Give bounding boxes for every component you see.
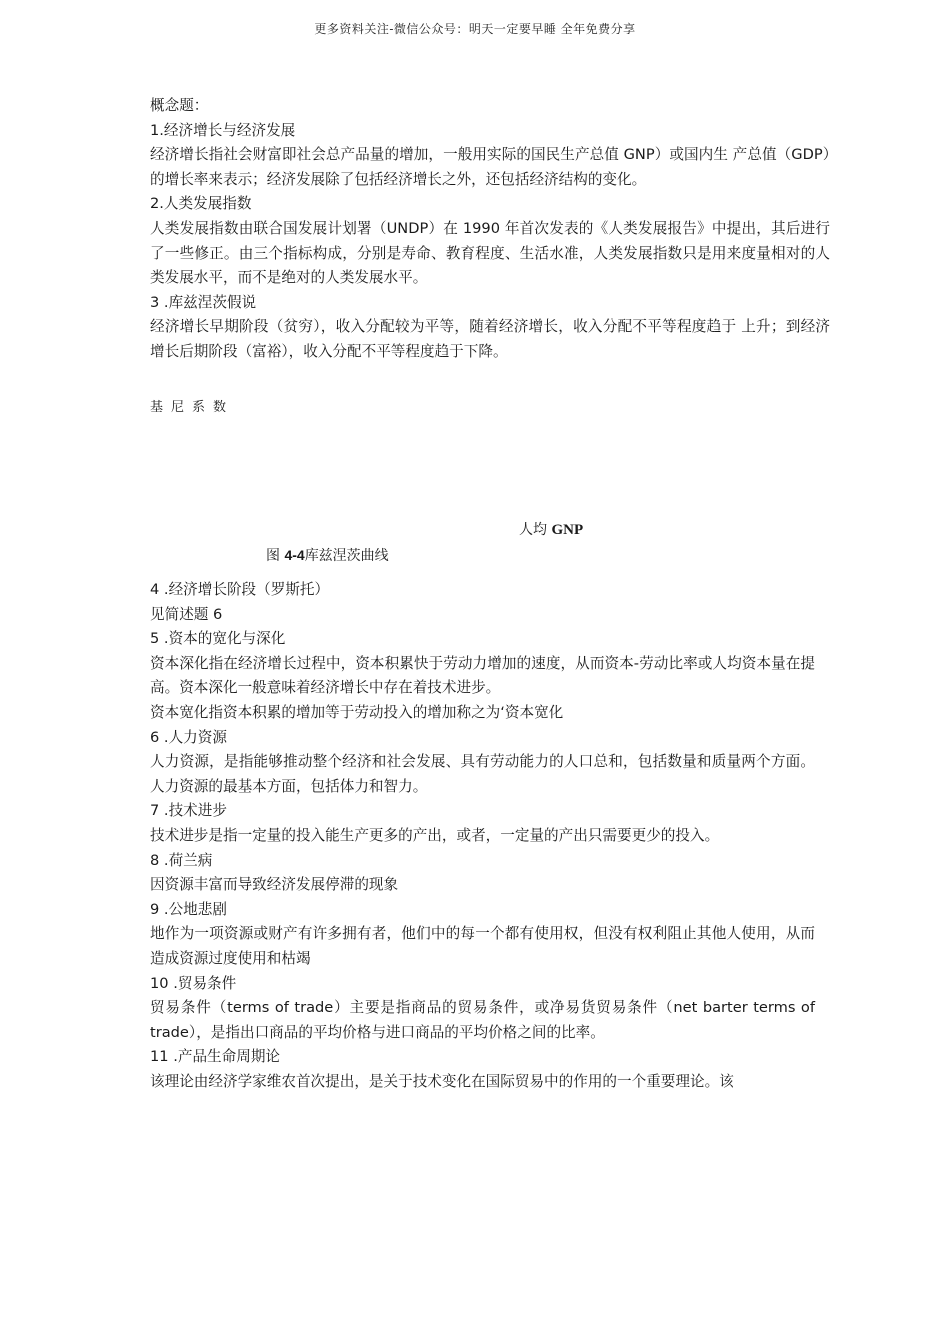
- section-title: 概念题：: [150, 97, 209, 114]
- term-heading: 10 .贸易条件: [150, 974, 237, 992]
- figure-caption-prefix: 图: [266, 548, 280, 564]
- term-body: 地作为一项资源或财产有许多拥有者，他们中的每一个都有使用权，但没有权利阻止其他人使用，从而造成资源过度使用和枯竭: [150, 925, 815, 967]
- figure-caption-number: 4-4: [284, 547, 305, 563]
- term-body: 经济增长指社会财富即社会总产品量的增加，一般用实际的国民生产总值 GNP）或国内生 产总值（GDP）的增长率来表示；经济发展除了包括经济增长之外，还包括经济结构的变化。: [150, 146, 830, 188]
- term-heading: 8 .荷兰病: [150, 851, 213, 869]
- term-heading: 9 .公地悲剧: [150, 900, 227, 918]
- term-heading: 5 .资本的宽化与深化: [150, 630, 286, 648]
- figure-x-label-prefix: 人均: [519, 522, 547, 538]
- term-heading: 1.经济增长与经济发展: [150, 121, 296, 139]
- term-heading: 4 .经济增长阶段（罗斯托）: [150, 581, 330, 598]
- term-heading: 3 .库兹涅茨假说: [150, 293, 257, 311]
- term-body: 资本深化指在经济增长过程中，资本积累快于劳动力增加的速度，从而资本-劳动比率或人均资本量在提高。资本深化一般意味着经济增长中存在着技术进步。: [150, 654, 815, 697]
- figure-y-label: 基尼系数: [150, 400, 235, 415]
- term-body: 因资源丰富而导致经济发展停滞的现象: [150, 876, 399, 894]
- figure-caption-text: 库兹涅茨曲线: [304, 548, 389, 564]
- term-heading: 2.人类发展指数: [150, 195, 252, 213]
- part2-content: [150, 578, 815, 1094]
- term-body: 人类发展指数由联合国发展计划署（UNDP）在 1990 年首次发表的《人类发展报告》中提出，其后进行了一些修正。由三个指标构成，分别是寿命、教育程度、生活水准，人类发展指数只是用来度量相对的人类发展水平，而不是绝对的人类发展水平。: [150, 219, 830, 287]
- figure-x-label-bold: GNP: [551, 522, 584, 538]
- term-heading: 6 .人力资源: [150, 728, 227, 746]
- term-heading: 11 .产品生命周期论: [150, 1048, 281, 1066]
- term-body: 人力资源，是指能够推动整个经济和社会发展、具有劳动能力的人口总和，包括数量和质量两个方面。人力资源的最基本方面，包括体力和智力。: [150, 753, 815, 795]
- figure-caption: [266, 545, 389, 565]
- part1-content: [150, 94, 830, 365]
- term-body: 技术进步是指一定量的投入能生产更多的产出，或者，一定量的产出只需要更少的投入。: [150, 826, 720, 844]
- term-heading: 7 .技术进步: [150, 802, 227, 820]
- term-body: 贸易条件（terms of trade）主要是指商品的贸易条件，或净易货贸易条件（net barter terms of trade），是指出口商品的平均价格与进口商品的平均价格之间的比率。: [150, 999, 815, 1041]
- term-body: 该理论由经济学家维农首次提出，是关于技术变化在国际贸易中的作用的一个重要理论。该: [150, 1072, 734, 1090]
- term-body: 资本宽化指资本积累的增加等于劳动投入的增加称之为‘资本宽化: [150, 703, 564, 721]
- figure-x-label: [519, 519, 583, 539]
- term-body: 经济增长早期阶段（贫穷），收入分配较为平等，随着经济增长，收入分配不平等程度趋于 上升；到经济增长后期阶段（富裕），收入分配不平等程度趋于下降。: [150, 318, 830, 360]
- term-body: 见简述题 6: [150, 605, 223, 623]
- page-header: 更多资料关注-微信公众号：明天一定要早睡 全年免费分享: [314, 22, 636, 36]
